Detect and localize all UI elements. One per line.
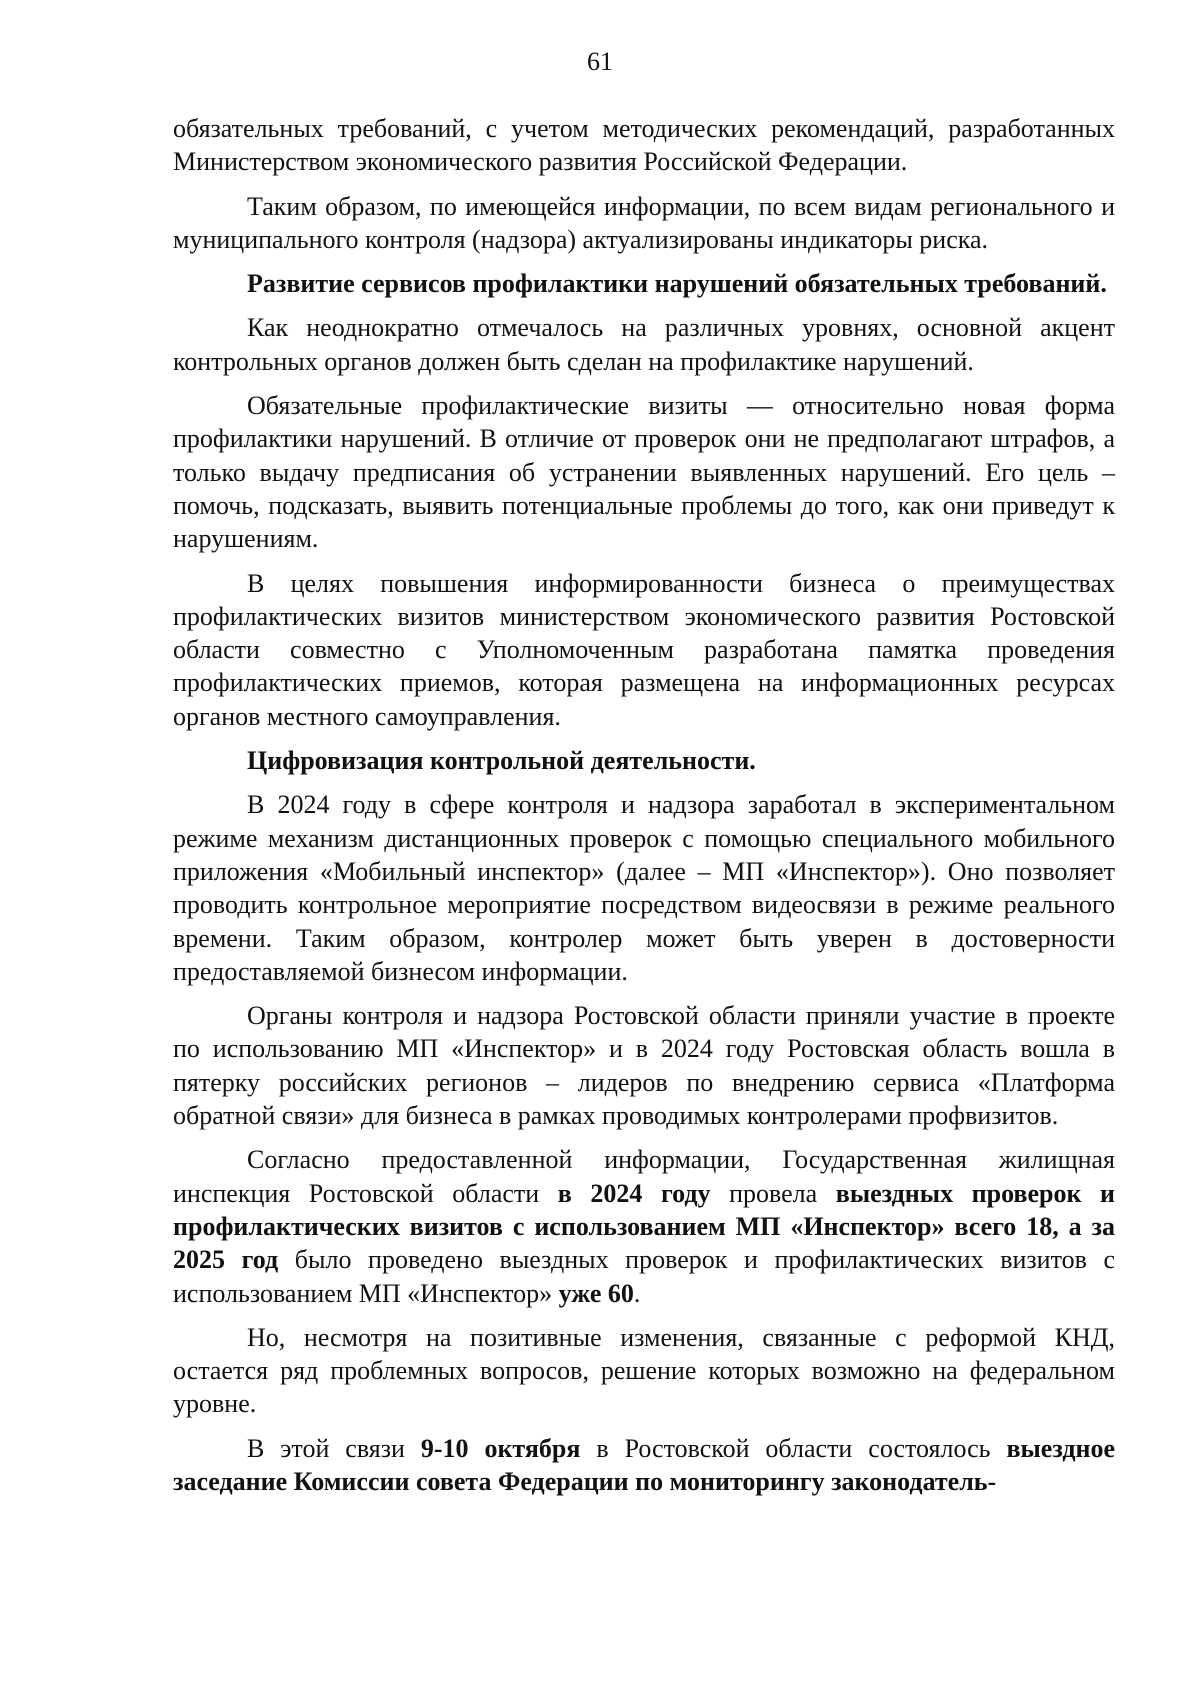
paragraph bbox=[173, 311, 1115, 378]
paragraph bbox=[173, 190, 1115, 257]
text-run: Но, несмотря на позитивные изменения, связанные с реформой КНД, остается ряд проблемных вопросов, решение которых возможно на федеральном уровне. bbox=[173, 1322, 1115, 1419]
text-run: в Ростовской области состоялось bbox=[580, 1433, 1007, 1463]
page-number: 61 bbox=[587, 47, 613, 76]
paragraph bbox=[173, 1432, 1115, 1499]
heading-text: Цифровизация контрольной деятельности. bbox=[247, 746, 756, 776]
paragraph bbox=[173, 1143, 1115, 1309]
text-run: В целях повышения информированности бизнеса о преимуществах профилактических визитов министерством экономического развития Ростовской области совместно с Уполномоченным разработана памятка проведения профилактических приемов, которая размещена на информационных ресурсах органов местного самоуправления. bbox=[173, 568, 1115, 731]
document-body bbox=[173, 112, 1115, 1498]
text-run: провела bbox=[710, 1178, 836, 1208]
bold-text-run: уже 60 bbox=[558, 1278, 634, 1308]
paragraph bbox=[173, 389, 1115, 555]
heading-text: Развитие сервисов профилактики нарушений обязательных требований. bbox=[247, 269, 1107, 299]
bold-text-run: выездное заседание Комиссии совета Федерации по мониторингу законодатель- bbox=[173, 1433, 1115, 1496]
text-run: обязательных требований, с учетом методических рекомендаций, разработанных Министерством экономического развития Российской Федерации. bbox=[173, 114, 1115, 177]
text-run: . bbox=[633, 1278, 641, 1308]
bold-text-run: выездных проверок и профилактических визитов с использованием МП «Инспектор» всего 18, а за 2025 год bbox=[173, 1178, 1116, 1275]
text-run: Органы контроля и надзора Ростовской области приняли участие в проекте по использованию МП «Инспектор» и в 2024 году Ростовская область вошла в пятерку российских регионов – лидеров по внедрению сервиса «Платформа обратной связи» для бизнеса в рамках проводимых контролерами профвизитов. bbox=[173, 1001, 1115, 1131]
bold-text-run: 9-10 октября bbox=[420, 1433, 581, 1463]
text-run: было проведено выездных проверок и профилактических визитов с использованием МП «Инспектор» bbox=[173, 1245, 1116, 1308]
text-run: Таким образом, по имеющейся информации, по всем видам регионального и муниципального контроля (надзора) актуализированы индикаторы риска. bbox=[173, 191, 1115, 254]
paragraph bbox=[173, 567, 1115, 733]
section-heading bbox=[173, 267, 1115, 300]
paragraph bbox=[173, 112, 1115, 179]
text-run: В 2024 году в сфере контроля и надзора заработал в экспериментальном режиме механизм дистанционных проверок с помощью специального мобильного приложения «Мобильный инспектор» (далее – МП «Инспектор»). Оно позволяет проводить контрольное мероприятие посредством видеосвязи в режиме реального времени. Таким образом, контролер может быть уверен в достоверности предоставляемой бизнесом информации. bbox=[173, 790, 1115, 986]
bold-text-run: в 2024 году bbox=[557, 1178, 711, 1208]
text-run: Обязательные профилактические визиты — относительно новая форма профилактики нарушений. В отличие от проверок они не предполагают штрафов, а только выдачу предписания об устранении выявленных нарушений. Его цель – помочь, подсказать, выявить потенциальные проблемы до того, как они приведут к нарушениям. bbox=[173, 391, 1115, 554]
text-run: В этой связи bbox=[247, 1433, 421, 1463]
paragraph bbox=[173, 788, 1115, 988]
paragraph bbox=[173, 999, 1115, 1132]
text-run: Согласно предоставленной информации, Государственная жилищная инспекция Ростовской области bbox=[173, 1145, 1115, 1208]
text-run: Как неоднократно отмечалось на различных уровнях, основной акцент контрольных органов должен быть сделан на профилактике нарушений. bbox=[173, 313, 1115, 376]
section-heading bbox=[173, 744, 1115, 777]
paragraph bbox=[173, 1321, 1115, 1421]
